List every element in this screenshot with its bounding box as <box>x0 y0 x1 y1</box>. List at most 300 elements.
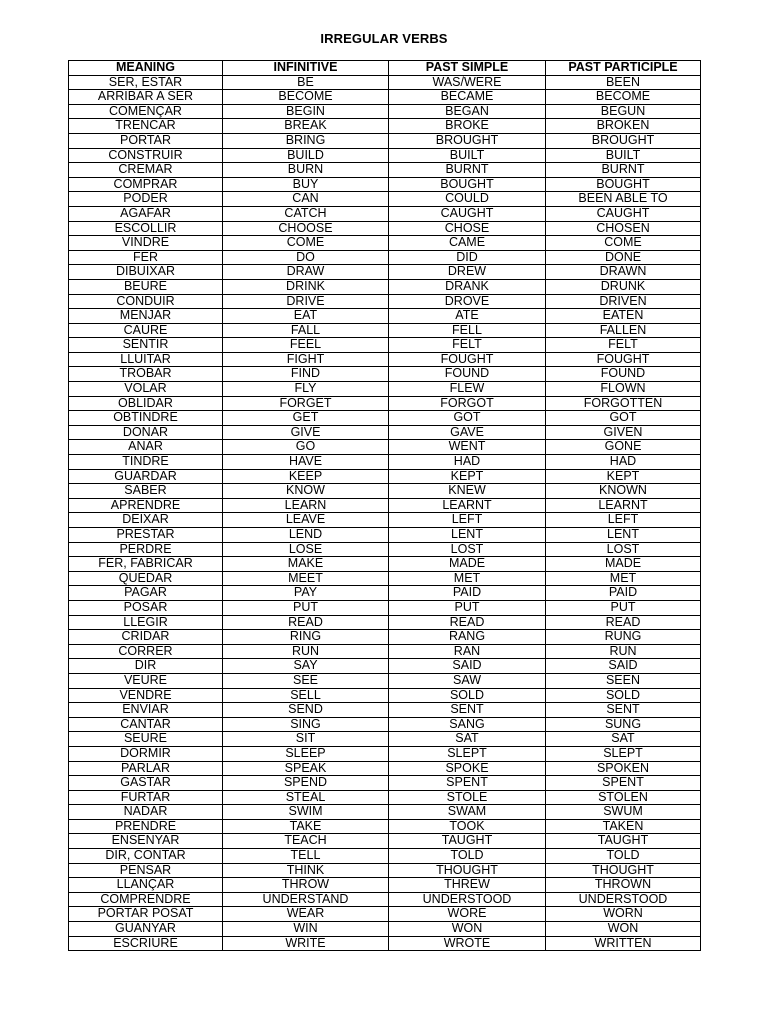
meaning-cell: PORTAR POSAT <box>69 907 223 922</box>
meaning-cell: NADAR <box>69 805 223 820</box>
meaning-cell: SER, ESTAR <box>69 75 223 90</box>
past-participle-cell: SAT <box>546 732 701 747</box>
infinitive-cell: BE <box>223 75 389 90</box>
table-row <box>69 907 701 922</box>
meaning-cell: DIR, CONTAR <box>69 849 223 864</box>
past-simple-cell: WENT <box>389 440 546 455</box>
table-row <box>69 659 701 674</box>
table-row <box>69 411 701 426</box>
past-participle-cell: BOUGHT <box>546 177 701 192</box>
table-row <box>69 425 701 440</box>
past-simple-cell: UNDERSTOOD <box>389 892 546 907</box>
past-participle-cell: TOLD <box>546 849 701 864</box>
meaning-cell: SABER <box>69 484 223 499</box>
infinitive-cell: SWIM <box>223 805 389 820</box>
meaning-cell: PARLAR <box>69 761 223 776</box>
meaning-cell: FER <box>69 250 223 265</box>
past-simple-cell: MET <box>389 571 546 586</box>
past-simple-cell: WROTE <box>389 936 546 951</box>
past-simple-cell: FELL <box>389 323 546 338</box>
past-simple-cell: SAT <box>389 732 546 747</box>
meaning-cell: TINDRE <box>69 455 223 470</box>
table-row <box>69 440 701 455</box>
past-participle-cell: LENT <box>546 528 701 543</box>
past-participle-cell: FOUND <box>546 367 701 382</box>
past-simple-cell: SENT <box>389 703 546 718</box>
past-participle-cell: SAID <box>546 659 701 674</box>
meaning-cell: PORTAR <box>69 133 223 148</box>
infinitive-cell: GIVE <box>223 425 389 440</box>
infinitive-cell: LEND <box>223 528 389 543</box>
past-simple-cell: SAW <box>389 673 546 688</box>
table-row <box>69 163 701 178</box>
table-row <box>69 206 701 221</box>
table-row <box>69 615 701 630</box>
infinitive-cell: GET <box>223 411 389 426</box>
past-simple-cell: SAID <box>389 659 546 674</box>
infinitive-cell: EAT <box>223 309 389 324</box>
meaning-cell: AGAFAR <box>69 206 223 221</box>
meaning-cell: CONDUIR <box>69 294 223 309</box>
past-simple-cell: BROUGHT <box>389 133 546 148</box>
meaning-cell: COMPRAR <box>69 177 223 192</box>
past-participle-cell: BUILT <box>546 148 701 163</box>
past-participle-cell: BECOME <box>546 90 701 105</box>
meaning-cell: SENTIR <box>69 338 223 353</box>
table-row <box>69 469 701 484</box>
meaning-cell: GUARDAR <box>69 469 223 484</box>
table-row <box>69 936 701 951</box>
past-participle-cell: MADE <box>546 557 701 572</box>
infinitive-cell: LEAVE <box>223 513 389 528</box>
past-participle-cell: DRIVEN <box>546 294 701 309</box>
table-row <box>69 571 701 586</box>
meaning-cell: CONSTRUIR <box>69 148 223 163</box>
table-row <box>69 746 701 761</box>
infinitive-cell: SEE <box>223 673 389 688</box>
meaning-cell: MENJAR <box>69 309 223 324</box>
meaning-cell: CORRER <box>69 644 223 659</box>
past-simple-cell: FORGOT <box>389 396 546 411</box>
meaning-cell: TRENCAR <box>69 119 223 134</box>
past-participle-cell: SWUM <box>546 805 701 820</box>
past-participle-cell: SEEN <box>546 673 701 688</box>
infinitive-cell: SAY <box>223 659 389 674</box>
past-simple-cell: THOUGHT <box>389 863 546 878</box>
table-row <box>69 250 701 265</box>
table-row <box>69 90 701 105</box>
meaning-cell: LLUITAR <box>69 352 223 367</box>
past-simple-cell: RAN <box>389 644 546 659</box>
infinitive-cell: CATCH <box>223 206 389 221</box>
past-simple-cell: COULD <box>389 192 546 207</box>
infinitive-cell: THINK <box>223 863 389 878</box>
table-row <box>69 732 701 747</box>
table-header <box>69 61 701 76</box>
table-row <box>69 367 701 382</box>
table-row <box>69 177 701 192</box>
column-header-past-simple: PAST SIMPLE <box>389 61 546 76</box>
past-participle-cell: COME <box>546 236 701 251</box>
table-row <box>69 513 701 528</box>
infinitive-cell: SIT <box>223 732 389 747</box>
meaning-cell: OBTINDRE <box>69 411 223 426</box>
past-simple-cell: DREW <box>389 265 546 280</box>
past-simple-cell: SLEPT <box>389 746 546 761</box>
past-participle-cell: SUNG <box>546 717 701 732</box>
past-participle-cell: PUT <box>546 600 701 615</box>
past-participle-cell: KNOWN <box>546 484 701 499</box>
table-row <box>69 396 701 411</box>
table-row <box>69 600 701 615</box>
meaning-cell: DONAR <box>69 425 223 440</box>
past-simple-cell: GOT <box>389 411 546 426</box>
infinitive-cell: FIGHT <box>223 352 389 367</box>
table-row <box>69 892 701 907</box>
infinitive-cell: SING <box>223 717 389 732</box>
past-simple-cell: RANG <box>389 630 546 645</box>
past-participle-cell: GIVEN <box>546 425 701 440</box>
infinitive-cell: KEEP <box>223 469 389 484</box>
past-participle-cell: WORN <box>546 907 701 922</box>
table-row <box>69 790 701 805</box>
meaning-cell: BEURE <box>69 279 223 294</box>
column-header-past-participle: PAST PARTICIPLE <box>546 61 701 76</box>
past-simple-cell: KEPT <box>389 469 546 484</box>
table-row <box>69 878 701 893</box>
infinitive-cell: KNOW <box>223 484 389 499</box>
table-row <box>69 849 701 864</box>
past-simple-cell: LOST <box>389 542 546 557</box>
past-participle-cell: PAID <box>546 586 701 601</box>
meaning-cell: ENSENYAR <box>69 834 223 849</box>
infinitive-cell: DRIVE <box>223 294 389 309</box>
table-row <box>69 863 701 878</box>
document-title: IRREGULAR VERBS <box>320 31 448 46</box>
irregular-verbs-table <box>68 60 701 951</box>
meaning-cell: POSAR <box>69 600 223 615</box>
meaning-cell: VEURE <box>69 673 223 688</box>
table-row <box>69 455 701 470</box>
infinitive-cell: BECOME <box>223 90 389 105</box>
past-simple-cell: BUILT <box>389 148 546 163</box>
infinitive-cell: GO <box>223 440 389 455</box>
infinitive-cell: FLY <box>223 382 389 397</box>
meaning-cell: COMENÇAR <box>69 104 223 119</box>
past-simple-cell: TOLD <box>389 849 546 864</box>
infinitive-cell: FORGET <box>223 396 389 411</box>
table-row <box>69 133 701 148</box>
meaning-cell: PRENDRE <box>69 819 223 834</box>
meaning-cell: COMPRENDRE <box>69 892 223 907</box>
infinitive-cell: MAKE <box>223 557 389 572</box>
past-participle-cell: SPENT <box>546 776 701 791</box>
meaning-cell: GUANYAR <box>69 922 223 937</box>
meaning-cell: PENSAR <box>69 863 223 878</box>
past-participle-cell: BURNT <box>546 163 701 178</box>
past-simple-cell: WON <box>389 922 546 937</box>
meaning-cell: DIBUIXAR <box>69 265 223 280</box>
past-simple-cell: FLEW <box>389 382 546 397</box>
table-row <box>69 819 701 834</box>
infinitive-cell: STEAL <box>223 790 389 805</box>
infinitive-cell: FALL <box>223 323 389 338</box>
meaning-cell: PAGAR <box>69 586 223 601</box>
infinitive-cell: FIND <box>223 367 389 382</box>
past-simple-cell: THREW <box>389 878 546 893</box>
meaning-cell: CREMAR <box>69 163 223 178</box>
past-participle-cell: RUNG <box>546 630 701 645</box>
past-participle-cell: TAKEN <box>546 819 701 834</box>
past-simple-cell: FOUGHT <box>389 352 546 367</box>
infinitive-cell: DRAW <box>223 265 389 280</box>
past-participle-cell: DRAWN <box>546 265 701 280</box>
past-participle-cell: SLEPT <box>546 746 701 761</box>
past-simple-cell: CHOSE <box>389 221 546 236</box>
table-row <box>69 104 701 119</box>
meaning-cell: LLEGIR <box>69 615 223 630</box>
meaning-cell: SEURE <box>69 732 223 747</box>
infinitive-cell: BREAK <box>223 119 389 134</box>
infinitive-cell: LEARN <box>223 498 389 513</box>
infinitive-cell: LOSE <box>223 542 389 557</box>
table-row <box>69 148 701 163</box>
past-participle-cell: BROKEN <box>546 119 701 134</box>
infinitive-cell: BEGIN <box>223 104 389 119</box>
table-row <box>69 761 701 776</box>
past-participle-cell: BROUGHT <box>546 133 701 148</box>
meaning-cell: FURTAR <box>69 790 223 805</box>
table-row <box>69 294 701 309</box>
meaning-cell: DORMIR <box>69 746 223 761</box>
table-row <box>69 586 701 601</box>
table-row <box>69 221 701 236</box>
meaning-cell: VOLAR <box>69 382 223 397</box>
past-participle-cell: LEFT <box>546 513 701 528</box>
infinitive-cell: SEND <box>223 703 389 718</box>
past-simple-cell: WORE <box>389 907 546 922</box>
table-row <box>69 834 701 849</box>
table-row <box>69 119 701 134</box>
past-simple-cell: KNEW <box>389 484 546 499</box>
past-simple-cell: TAUGHT <box>389 834 546 849</box>
past-participle-cell: BEEN ABLE TO <box>546 192 701 207</box>
past-participle-cell: SOLD <box>546 688 701 703</box>
infinitive-cell: BRING <box>223 133 389 148</box>
meaning-cell: APRENDRE <box>69 498 223 513</box>
past-simple-cell: BURNT <box>389 163 546 178</box>
infinitive-cell: RING <box>223 630 389 645</box>
past-participle-cell: LEARNT <box>546 498 701 513</box>
infinitive-cell: PAY <box>223 586 389 601</box>
past-simple-cell: LENT <box>389 528 546 543</box>
table-row <box>69 352 701 367</box>
infinitive-cell: WEAR <box>223 907 389 922</box>
meaning-cell: DIR <box>69 659 223 674</box>
past-simple-cell: SPOKE <box>389 761 546 776</box>
past-simple-cell: SOLD <box>389 688 546 703</box>
past-participle-cell: FORGOTTEN <box>546 396 701 411</box>
infinitive-cell: SPEAK <box>223 761 389 776</box>
meaning-cell: DEIXAR <box>69 513 223 528</box>
meaning-cell: ANAR <box>69 440 223 455</box>
past-simple-cell: LEARNT <box>389 498 546 513</box>
past-simple-cell: WAS/WERE <box>389 75 546 90</box>
past-simple-cell: SPENT <box>389 776 546 791</box>
infinitive-cell: SPEND <box>223 776 389 791</box>
table-row <box>69 484 701 499</box>
past-participle-cell: THROWN <box>546 878 701 893</box>
table-row <box>69 498 701 513</box>
past-simple-cell: MADE <box>389 557 546 572</box>
past-participle-cell: READ <box>546 615 701 630</box>
meaning-cell: CANTAR <box>69 717 223 732</box>
table-row <box>69 542 701 557</box>
table-row <box>69 75 701 90</box>
meaning-cell: VENDRE <box>69 688 223 703</box>
column-header-infinitive: INFINITIVE <box>223 61 389 76</box>
table-row <box>69 688 701 703</box>
past-participle-cell: FALLEN <box>546 323 701 338</box>
past-participle-cell: UNDERSTOOD <box>546 892 701 907</box>
infinitive-cell: SELL <box>223 688 389 703</box>
past-simple-cell: DRANK <box>389 279 546 294</box>
past-simple-cell: PAID <box>389 586 546 601</box>
past-simple-cell: BOUGHT <box>389 177 546 192</box>
meaning-cell: VINDRE <box>69 236 223 251</box>
past-simple-cell: FELT <box>389 338 546 353</box>
past-participle-cell: WON <box>546 922 701 937</box>
past-participle-cell: SENT <box>546 703 701 718</box>
past-simple-cell: SANG <box>389 717 546 732</box>
past-simple-cell: CAME <box>389 236 546 251</box>
table-row <box>69 557 701 572</box>
table-row <box>69 703 701 718</box>
past-simple-cell: READ <box>389 615 546 630</box>
table-row <box>69 309 701 324</box>
past-simple-cell: BEGAN <box>389 104 546 119</box>
past-participle-cell: GONE <box>546 440 701 455</box>
meaning-cell: PERDRE <box>69 542 223 557</box>
table-row <box>69 922 701 937</box>
past-participle-cell: BEEN <box>546 75 701 90</box>
infinitive-cell: THROW <box>223 878 389 893</box>
meaning-cell: CAURE <box>69 323 223 338</box>
past-participle-cell: DRUNK <box>546 279 701 294</box>
table-row <box>69 644 701 659</box>
past-participle-cell: MET <box>546 571 701 586</box>
past-simple-cell: DROVE <box>389 294 546 309</box>
past-simple-cell: ATE <box>389 309 546 324</box>
meaning-cell: TROBAR <box>69 367 223 382</box>
infinitive-cell: UNDERSTAND <box>223 892 389 907</box>
past-simple-cell: GAVE <box>389 425 546 440</box>
infinitive-cell: TELL <box>223 849 389 864</box>
past-participle-cell: EATEN <box>546 309 701 324</box>
meaning-cell: OBLIDAR <box>69 396 223 411</box>
meaning-cell: FER, FABRICAR <box>69 557 223 572</box>
table-row <box>69 673 701 688</box>
meaning-cell: CRIDAR <box>69 630 223 645</box>
table-row <box>69 265 701 280</box>
past-participle-cell: FLOWN <box>546 382 701 397</box>
past-simple-cell: DID <box>389 250 546 265</box>
table-row <box>69 805 701 820</box>
past-participle-cell: BEGUN <box>546 104 701 119</box>
table-row <box>69 323 701 338</box>
past-participle-cell: GOT <box>546 411 701 426</box>
past-participle-cell: KEPT <box>546 469 701 484</box>
infinitive-cell: BUY <box>223 177 389 192</box>
meaning-cell: ENVIAR <box>69 703 223 718</box>
infinitive-cell: RUN <box>223 644 389 659</box>
table-row <box>69 192 701 207</box>
table-row <box>69 382 701 397</box>
past-participle-cell: FELT <box>546 338 701 353</box>
infinitive-cell: PUT <box>223 600 389 615</box>
column-header-meaning: MEANING <box>69 61 223 76</box>
meaning-cell: ESCRIURE <box>69 936 223 951</box>
past-participle-cell: RUN <box>546 644 701 659</box>
past-simple-cell: FOUND <box>389 367 546 382</box>
past-participle-cell: STOLEN <box>546 790 701 805</box>
past-simple-cell: SWAM <box>389 805 546 820</box>
past-simple-cell: CAUGHT <box>389 206 546 221</box>
header-row <box>69 61 701 76</box>
infinitive-cell: HAVE <box>223 455 389 470</box>
past-simple-cell: TOOK <box>389 819 546 834</box>
table-row <box>69 630 701 645</box>
infinitive-cell: DO <box>223 250 389 265</box>
meaning-cell: PRESTAR <box>69 528 223 543</box>
meaning-cell: QUEDAR <box>69 571 223 586</box>
meaning-cell: ESCOLLIR <box>69 221 223 236</box>
table-row <box>69 236 701 251</box>
past-participle-cell: CAUGHT <box>546 206 701 221</box>
infinitive-cell: TEACH <box>223 834 389 849</box>
past-participle-cell: HAD <box>546 455 701 470</box>
past-simple-cell: HAD <box>389 455 546 470</box>
table-row <box>69 528 701 543</box>
infinitive-cell: BUILD <box>223 148 389 163</box>
past-participle-cell: DONE <box>546 250 701 265</box>
meaning-cell: LLANÇAR <box>69 878 223 893</box>
infinitive-cell: SLEEP <box>223 746 389 761</box>
past-simple-cell: BECAME <box>389 90 546 105</box>
past-simple-cell: STOLE <box>389 790 546 805</box>
past-participle-cell: THOUGHT <box>546 863 701 878</box>
past-participle-cell: LOST <box>546 542 701 557</box>
infinitive-cell: COME <box>223 236 389 251</box>
past-simple-cell: BROKE <box>389 119 546 134</box>
infinitive-cell: TAKE <box>223 819 389 834</box>
infinitive-cell: MEET <box>223 571 389 586</box>
meaning-cell: PODER <box>69 192 223 207</box>
past-participle-cell: CHOSEN <box>546 221 701 236</box>
infinitive-cell: DRINK <box>223 279 389 294</box>
infinitive-cell: WIN <box>223 922 389 937</box>
meaning-cell: ARRIBAR A SER <box>69 90 223 105</box>
infinitive-cell: FEEL <box>223 338 389 353</box>
infinitive-cell: READ <box>223 615 389 630</box>
infinitive-cell: CAN <box>223 192 389 207</box>
meaning-cell: GASTAR <box>69 776 223 791</box>
past-simple-cell: LEFT <box>389 513 546 528</box>
past-participle-cell: WRITTEN <box>546 936 701 951</box>
past-participle-cell: SPOKEN <box>546 761 701 776</box>
table-body <box>69 75 701 951</box>
past-participle-cell: FOUGHT <box>546 352 701 367</box>
